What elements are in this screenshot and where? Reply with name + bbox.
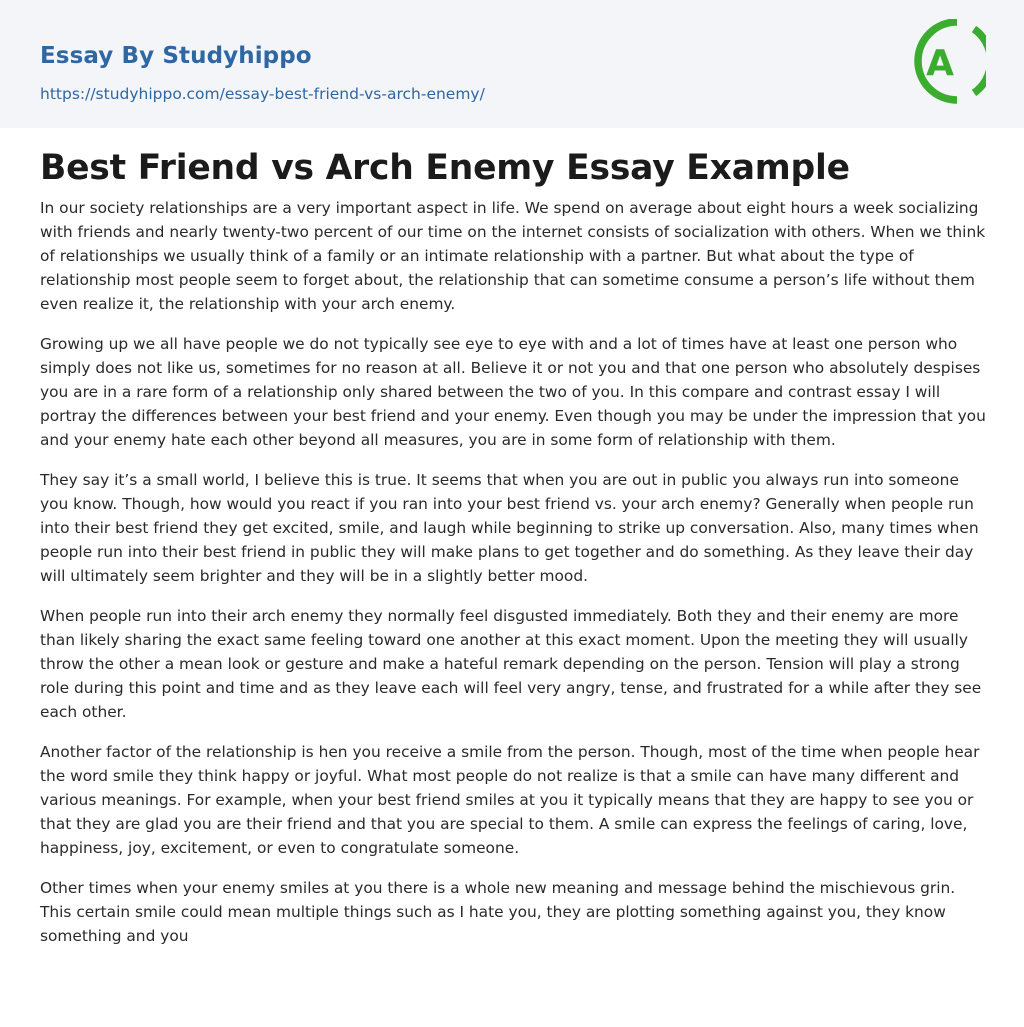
- article-paragraph: They say it’s a small world, I believe this is true. It seems that when you are out in public you always run into someone you know. Though, how would you react if you ran into your best friend vs. your arch enemy? Generally when people run into their best friend they get excited, smile, and laugh while beginning to strike up conversation. Also, many times when people run into their best friend in public they will make plans to get together and do something. As they leave their day will ultimately seem brighter and they will be in a slightly better mood.: [40, 471, 979, 585]
- article-paragraph: Another factor of the relationship is hen you receive a smile from the person. Though, most of the time when people hear the word smile they think happy or joyful. What most people do not realize is that a smile can have many different and various meanings. For example, when your best friend smiles at you it typically means that they are happy to see you or that they are glad you are their friend and that you are special to them. A smile can express the feelings of caring, love, happiness, joy, excitement, or even to congratulate someone.: [40, 743, 980, 857]
- article-title: Best Friend vs Arch Enemy Essay Example: [40, 148, 850, 188]
- studyhippo-logo-icon[interactable]: [912, 19, 986, 105]
- article-paragraph: Growing up we all have people we do not typically see eye to eye with and a lot of times have at least one person who simply does not like us, sometimes for no reason at all. Believe it or not you and that one person who absolutely despises you are in a rare form of a relationship only shared between the two of you. In this compare and contrast essay I will portray the differences between your best friend and your enemy. Even though you may be under the impression that you and your enemy hate each other beyond all measures, you are in some form of relationship with them.: [40, 335, 986, 449]
- site-brand[interactable]: Essay By Studyhippo: [40, 43, 312, 69]
- article-paragraph: When people run into their arch enemy they normally feel disgusted immediately. Both they and their enemy are more than likely sharing the exact same feeling toward one another at this exact moment. Upon the meeting they will usually throw the other a mean look or gesture and make a hateful remark depending on the person. Tension will play a strong role during this point and time and as they leave each will feel very angry, tense, and frustrated for a while after they see each other.: [40, 607, 982, 721]
- page-url-link[interactable]: https://studyhippo.com/essay-best-friend-vs-arch-enemy/: [40, 85, 485, 103]
- article-paragraph: In our society relationships are a very important aspect in life. We spend on average about eight hours a week socializing with friends and nearly twenty-two percent of our time on the internet consists of socialization with others. When we think of relationships we usually think of a family or an intimate relationship with a partner. But what about the type of relationship most people seem to forget about, the relationship that can sometime consume a person’s life without them even realize it, the relationship with your arch enemy.: [40, 199, 986, 313]
- article: [40, 144, 986, 948]
- site-header: [0, 0, 1024, 128]
- logo-letter: A: [926, 43, 954, 84]
- article-paragraph: Other times when your enemy smiles at you there is a whole new meaning and message behind the mischievous grin. This certain smile could mean multiple things such as I hate you, they are plotting something against you, they know something and you: [40, 879, 956, 945]
